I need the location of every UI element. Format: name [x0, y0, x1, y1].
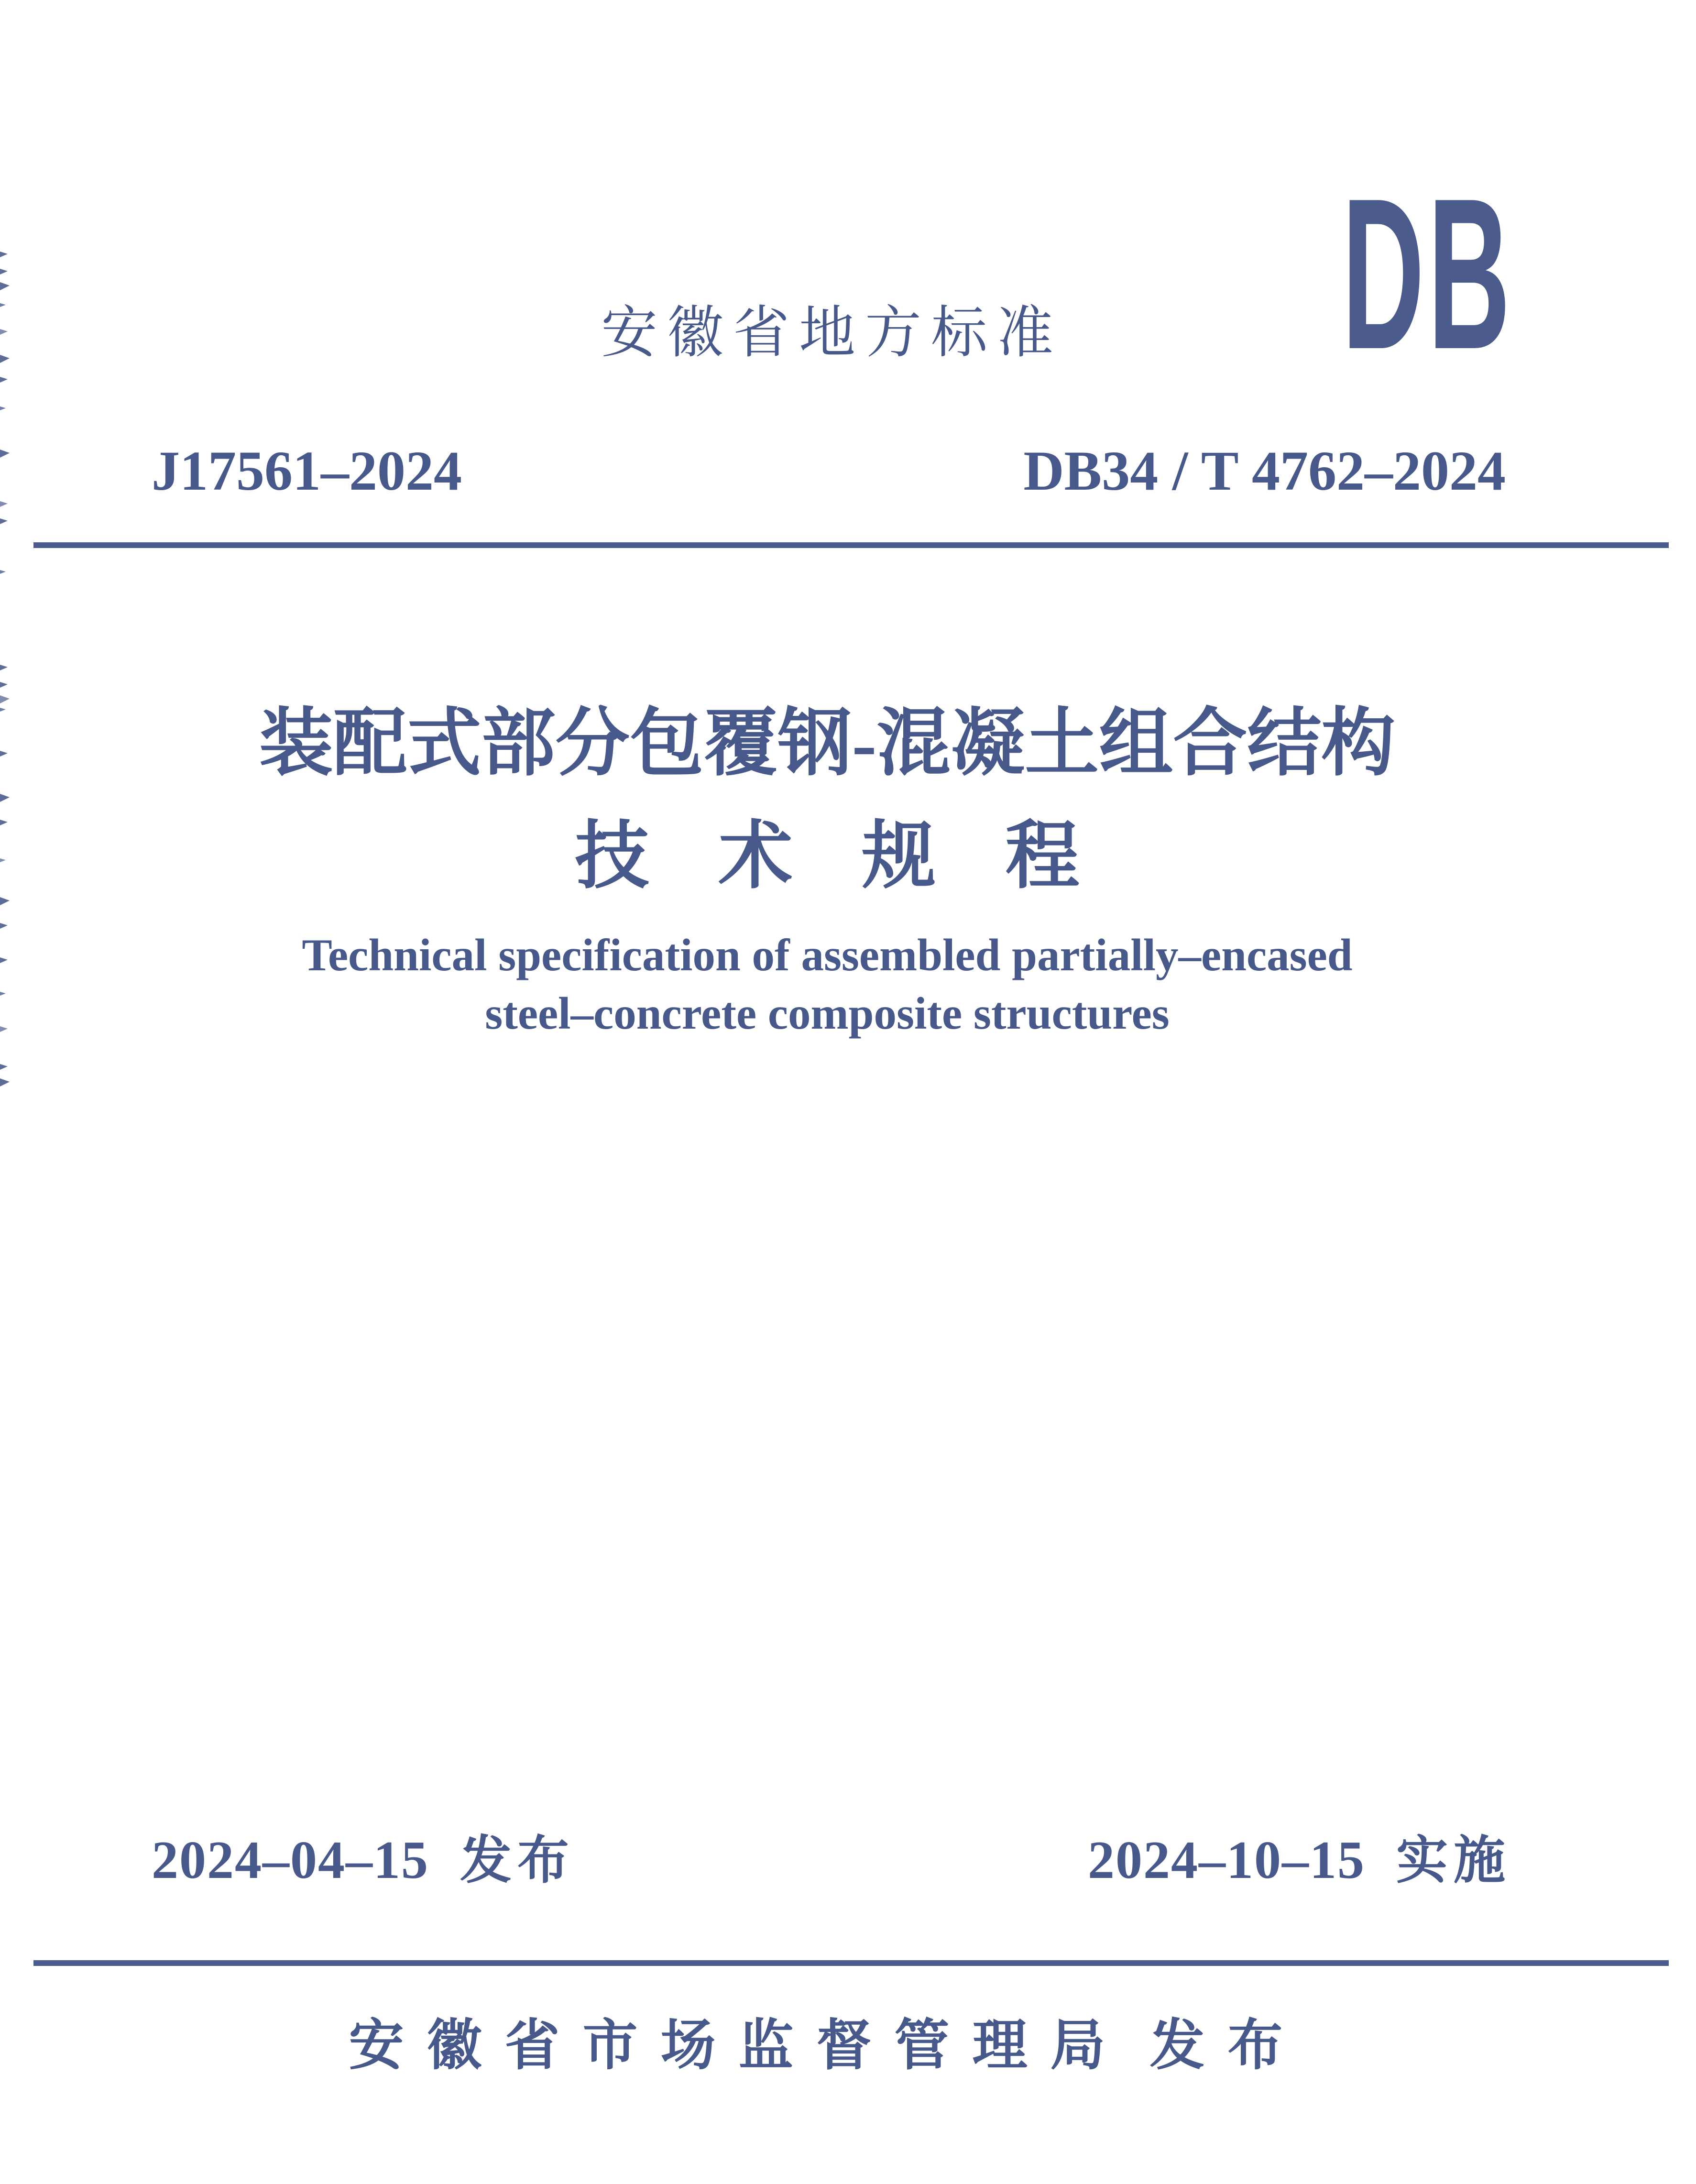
title-en-line2: steel–concrete composite structures — [485, 988, 1170, 1039]
top-rule — [33, 542, 1669, 548]
implementation-date: 2024–10–15 — [1087, 1831, 1365, 1890]
implementation-date-group — [1087, 1831, 1511, 1890]
issue-label: 发布 — [460, 1833, 575, 1889]
title-en-line1: Technical specification of assembled partially–encased — [302, 930, 1353, 980]
standard-code: DB34 / T 4762–2024 — [1023, 439, 1506, 502]
publisher-action: 发布 — [1149, 2015, 1306, 2076]
publisher-row — [0, 2015, 1654, 2076]
bottom-rule — [33, 1960, 1669, 1966]
issue-date-group — [152, 1831, 575, 1890]
record-code: J17561–2024 — [152, 439, 462, 502]
db-mark: DB — [1342, 154, 1514, 394]
title-cn-line2: 技术规程 — [575, 815, 1149, 898]
title-cn-line1: 装配式部分包覆钢-混凝土组合结构 — [259, 702, 1396, 785]
codes-row — [0, 439, 1696, 515]
implementation-label: 实施 — [1396, 1833, 1511, 1889]
dates-row — [0, 1833, 1696, 1900]
standard-type-label: 安徽省地方标准 — [601, 302, 1063, 364]
issue-date: 2024–04–15 — [152, 1831, 429, 1890]
publisher-name: 安徽省市场监督管理局 — [349, 2015, 1128, 2076]
